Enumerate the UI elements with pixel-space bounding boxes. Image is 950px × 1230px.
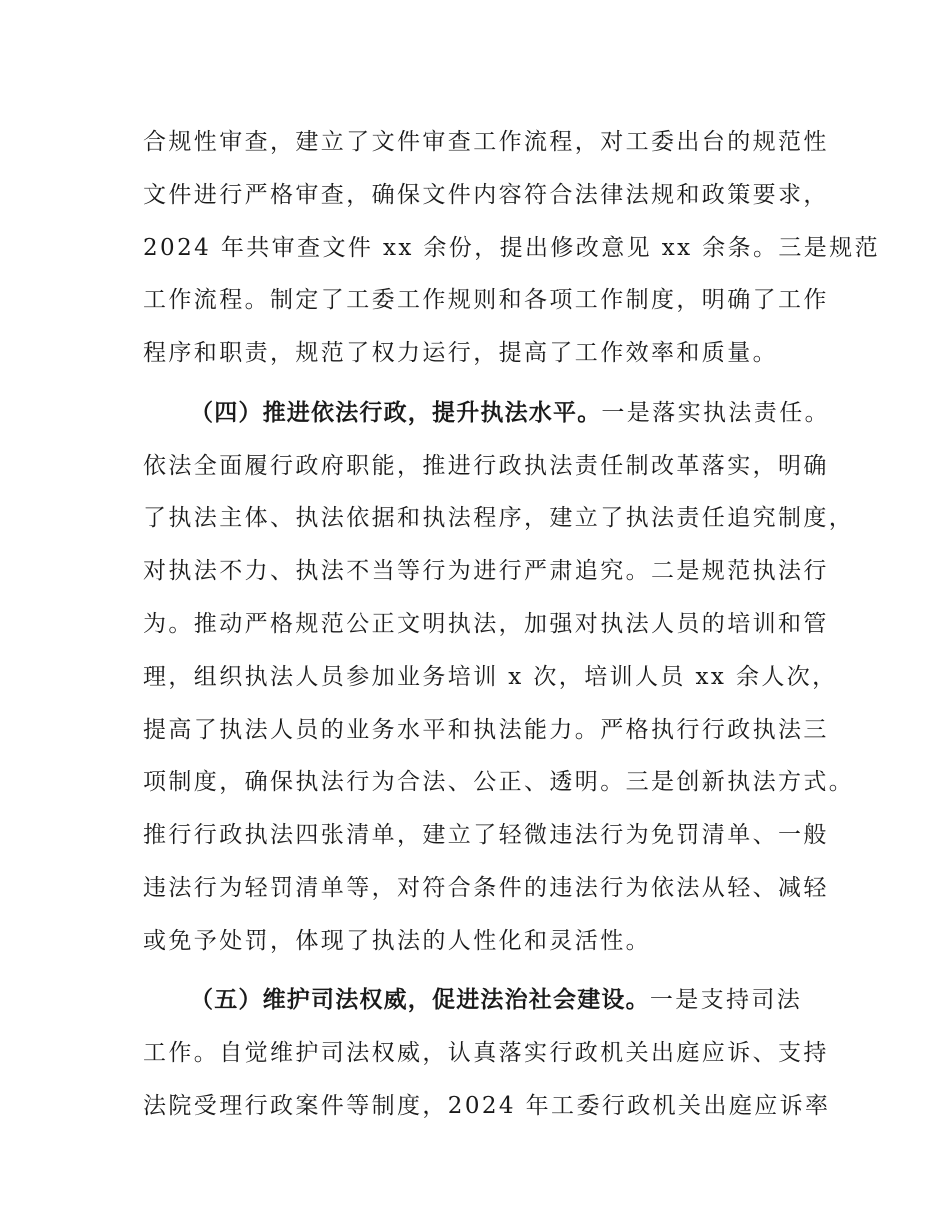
paragraph-line: 依法全面履行政府职能，推进行政执法责任制改革落实，明确	[143, 453, 829, 479]
section-4-heading: （四）推进依法行政，提升执法水平。	[190, 400, 602, 426]
paragraph-line: 文件进行严格审查，确保文件内容符合法律法规和政策要求，	[143, 182, 829, 208]
paragraph-line: 了执法主体、执法依据和执法程序，建立了执法责任追究制度，	[143, 505, 855, 531]
paragraph-line: 工作流程。制定了工委工作规则和各项工作制度，明确了工作	[143, 287, 829, 313]
paragraph-line: 工作。自觉维护司法权威，认真落实行政机关出庭应诉、支持	[143, 1040, 829, 1066]
paragraph-line: 提高了执法人员的业务水平和执法能力。严格执行行政执法三	[143, 717, 829, 743]
paragraph-line: 或免予处罚，体现了执法的人性化和灵活性。	[143, 928, 651, 954]
paragraph-line: 推行行政执法四张清单，建立了轻微违法行为免罚清单、一般	[143, 822, 829, 848]
paragraph-line: 2024 年共审查文件 xx 余份，提出修改意见 xx 余条。三是规范	[143, 235, 880, 261]
section-4-first-line-text: 一是落实执法责任。	[601, 400, 831, 426]
paragraph-line: 为。推动严格规范公正文明执法，加强对执法人员的培训和管	[143, 611, 829, 637]
section-5-first-line-text: 一是支持司法	[649, 987, 803, 1013]
paragraph-line: 项制度，确保执法行为合法、公正、透明。三是创新执法方式。	[143, 769, 855, 795]
paragraph-line: 程序和职责，规范了权力运行，提高了工作效率和质量。	[143, 340, 778, 366]
section-5-heading: （五）维护司法权威，促进法治社会建设。	[190, 987, 650, 1013]
paragraph-line: 对执法不力、执法不当等行为进行严肃追究。二是规范执法行	[143, 558, 829, 584]
section-4-first-line	[190, 398, 890, 428]
paragraph-line: 合规性审查，建立了文件审查工作流程，对工委出台的规范性	[143, 129, 829, 155]
paragraph-line: 理，组织执法人员参加业务培训 x 次，培训人员 xx 余人次，	[143, 664, 838, 690]
paragraph-line: 违法行为轻罚清单等，对符合条件的违法行为依法从轻、减轻	[143, 875, 829, 901]
paragraph-line: 法院受理行政案件等制度，2024 年工委行政机关出庭应诉率	[143, 1093, 831, 1119]
section-5-first-line	[190, 985, 890, 1015]
